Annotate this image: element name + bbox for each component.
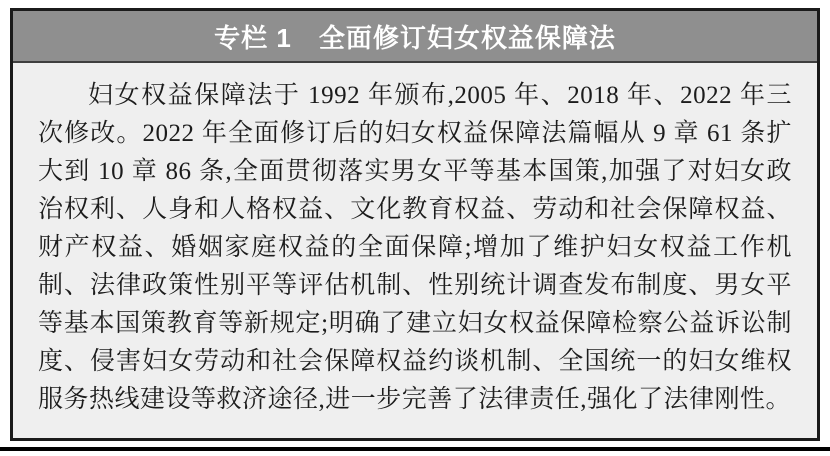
- column-body-paragraph: 妇女权益保障法于 1992 年颁布,2005 年、2018 年、2022 年三次修改。2022 年全面修订后的妇女权益保障法篇幅从 9 章 61 条扩大到 10 章 86 条,全面贯彻落实男女平等基本国策,加强了对妇女政治权利、人身和人格权益、文化教育权益、劳动和社会保障权益、财产权益、婚姻家庭权益的全面保障;增加了维护妇女权益工作机制、法律政策性别平等评估机制、性别统计调查发布制度、男女平等基本国策教育等新规定;明确了建立妇女权益保障检察公益诉讼制度、侵害妇女劳动和社会保障权益约谈机制、全国统一的妇女维权服务热线建设等救济途径,进一步完善了法律责任,强化了法律刚性。: [38, 82, 792, 413]
- column-body: [13, 63, 817, 419]
- page-bottom-rule: [0, 447, 830, 451]
- column-title: 专栏 1 全面修订妇女权益保障法: [214, 22, 616, 53]
- column-header: [13, 11, 817, 63]
- column-box: [10, 8, 820, 441]
